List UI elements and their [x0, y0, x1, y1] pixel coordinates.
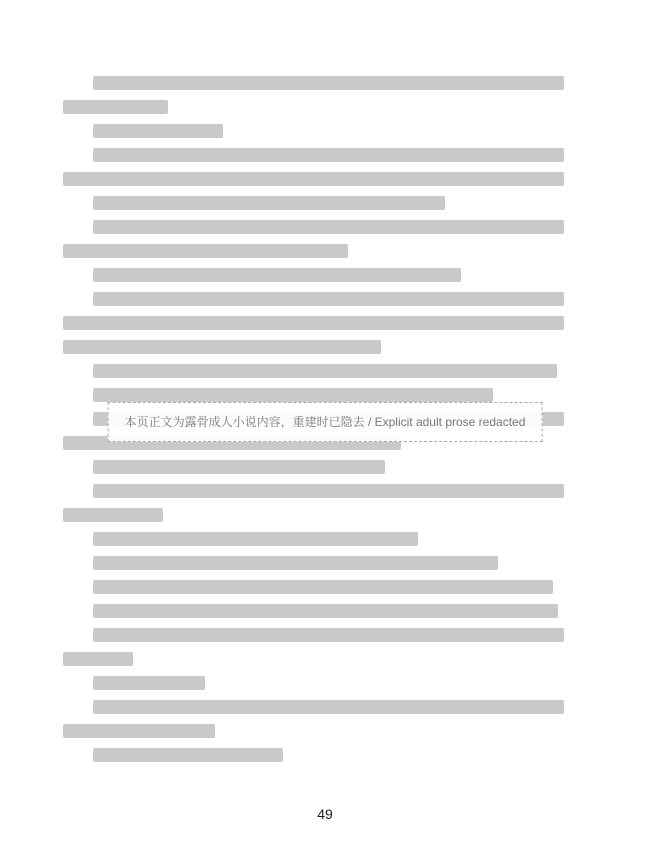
redaction-notice: 本页正文为露骨成人小说内容，重建时已隐去 / Explicit adult prose redacted	[108, 402, 543, 442]
redacted-text-line	[63, 340, 381, 354]
redacted-text-line	[93, 556, 498, 570]
redacted-text-line	[93, 124, 223, 138]
redacted-text-line	[63, 652, 133, 666]
redacted-text-line	[93, 604, 558, 618]
page-number: 49	[317, 806, 333, 822]
redacted-text-line	[63, 316, 564, 330]
redacted-text-line	[93, 628, 564, 642]
redacted-text-line	[93, 220, 564, 234]
redacted-text-line	[63, 100, 168, 114]
redacted-text-line	[63, 244, 348, 258]
redacted-text-line	[93, 364, 557, 378]
redacted-text-line	[93, 460, 385, 474]
redacted-text-line	[93, 676, 205, 690]
redacted-text-line	[63, 172, 564, 186]
redacted-text-line	[93, 388, 493, 402]
redacted-text-line	[93, 148, 564, 162]
redacted-text-line	[93, 748, 283, 762]
redacted-text-line	[93, 700, 564, 714]
redacted-text-line	[93, 484, 564, 498]
redacted-text-line	[93, 76, 564, 90]
redacted-text-line	[63, 724, 215, 738]
redacted-text-line	[93, 292, 564, 306]
redacted-text-line	[93, 196, 445, 210]
redacted-text-line	[93, 580, 553, 594]
redacted-text-line	[93, 268, 461, 282]
redacted-text-line	[93, 532, 418, 546]
redacted-text-line	[63, 508, 163, 522]
